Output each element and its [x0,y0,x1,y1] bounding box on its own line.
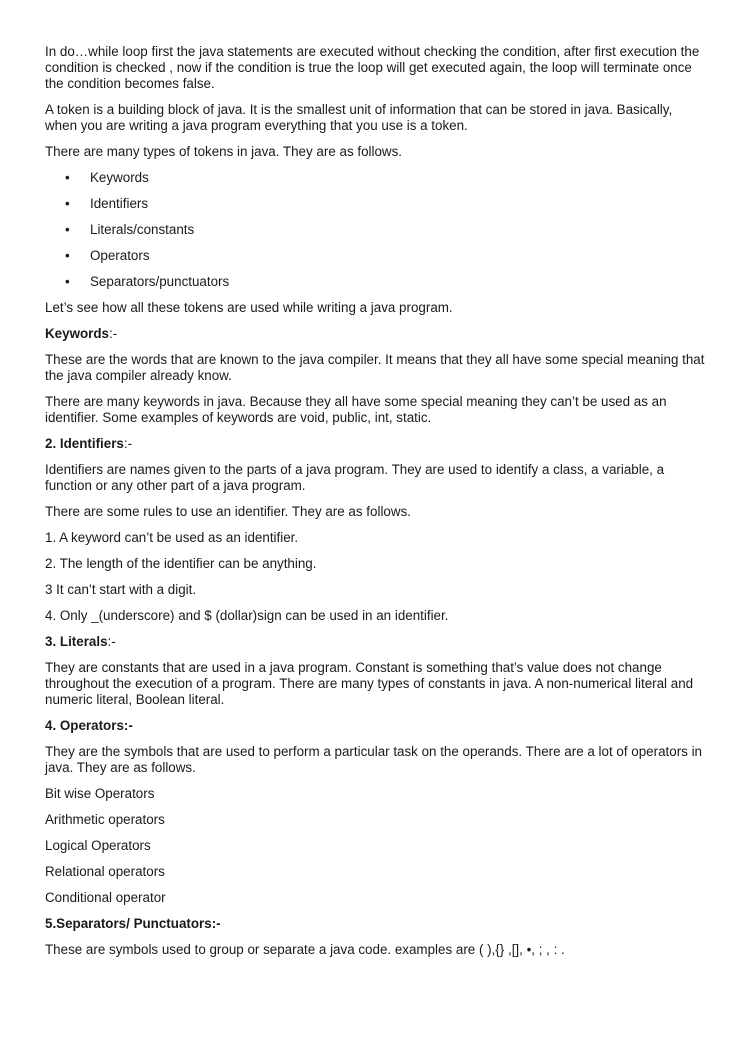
operator-item: Arithmetic operators [45,812,165,827]
bullet-icon: • [65,248,70,263]
paragraph-keywords-1: These are the words that are known to the java compiler. It means that they all have some special meaning that the java compiler already know. [45,352,705,383]
paragraph-separators: These are symbols used to group or separate a java code. examples are ( ),{} ,[], •, ; , : . [45,942,565,957]
paragraph-literals: They are constants that are used in a java program. Constant is something that’s value does not change throughout the execution of a program. There are many types of constants in java. A non-numerical literal and numeric literal, Boolean literal. [45,660,694,707]
heading-separators: 5.Separators/ Punctuators:- [45,916,221,931]
paragraph-identifiers-1: Identifiers are names given to the parts of a java program. They are used to identify a class, a variable, a function or any other part of a java program. [45,462,665,493]
paragraph-token-types: There are many types of tokens in java. They are as follows. [45,144,403,159]
list-item: • Separators/punctuators [65,274,230,289]
paragraph-lets-see: Let’s see how all these tokens are used while writing a java program. [45,300,453,315]
list-item: • Operators [65,248,150,263]
bullet-icon: • [65,222,70,237]
heading-literals: 3. Literals:- [45,634,116,649]
heading-identifiers: 2. Identifiers:- [45,436,133,451]
operator-item: Bit wise Operators [45,786,155,801]
bullet-icon: • [65,274,70,289]
operator-item: Logical Operators [45,838,151,853]
paragraph-identifiers-2: There are some rules to use an identifier. They are as follows. [45,504,411,519]
identifier-rule: 3 It can’t start with a digit. [45,582,197,597]
paragraph-keywords-2: There are many keywords in java. Because they all have some special meaning they can’t be used as an identifier. Some examples of keywords are void, public, int, static. [45,394,667,425]
bullet-icon: • [65,196,70,211]
list-item: • Keywords [65,170,149,185]
heading-operators: 4. Operators:- [45,718,133,733]
paragraph-operators: They are the symbols that are used to perform a particular task on the operands. There are a lot of operators in java. They are as follows. [45,744,702,775]
operator-item: Relational operators [45,864,165,879]
list-item: • Identifiers [65,196,149,211]
identifier-rule: 4. Only _(underscore) and $ (dollar)sign can be used in an identifier. [45,608,449,623]
paragraph-do-while: In do…while loop first the java statements are executed without checking the condition, after first execution the condition is checked , now if the condition is true the loop will get executed again, the loop will terminate once the condition becomes false. [45,44,700,91]
token-types-list [45,170,705,290]
document-body [45,44,705,968]
identifier-rule: 2. The length of the identifier can be anything. [45,556,317,571]
list-item: • Literals/constants [65,222,195,237]
bullet-icon: • [65,170,70,185]
heading-keywords: Keywords:- [45,326,118,341]
identifier-rule: 1. A keyword can’t be used as an identifier. [45,530,299,545]
operator-item: Conditional operator [45,890,166,905]
paragraph-token-definition: A token is a building block of java. It is the smallest unit of information that can be stored in java. Basically, when you are writing a java program everything that you use is a token. [45,102,673,133]
